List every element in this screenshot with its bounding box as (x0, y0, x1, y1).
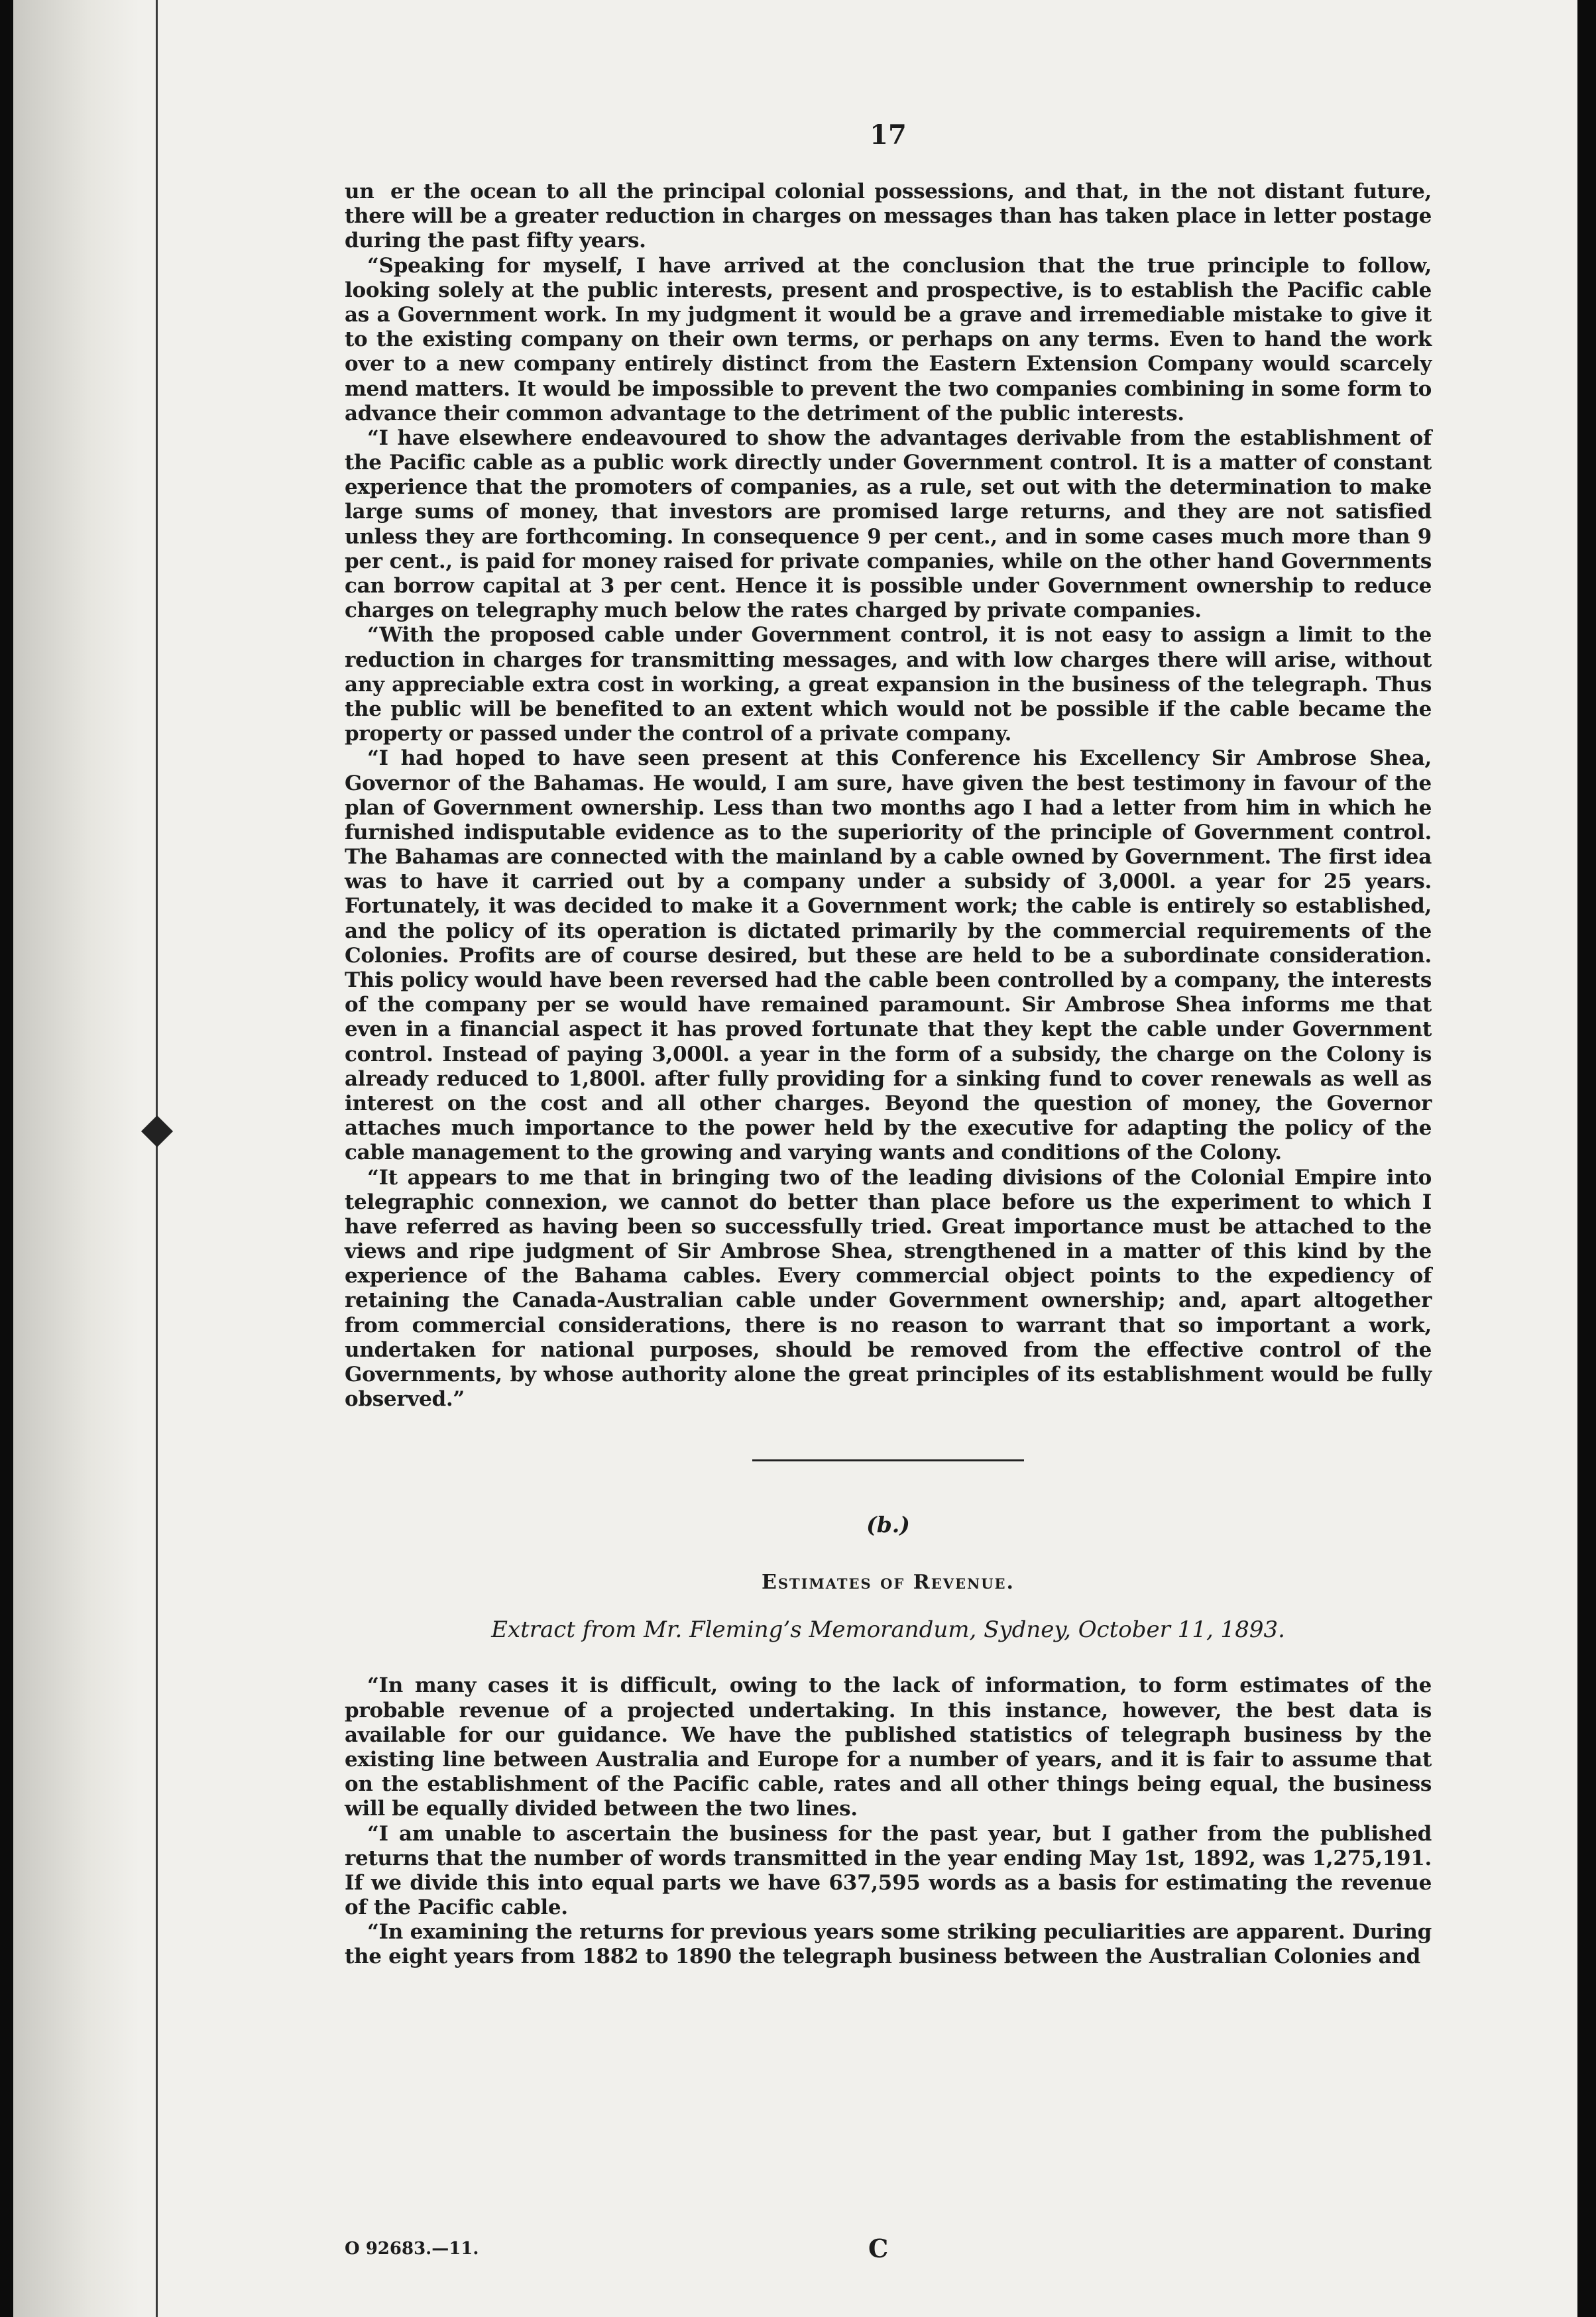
section-letter: (b.) (866, 1512, 910, 1538)
page-content (345, 119, 1432, 1970)
body-paragraph: “I have elsewhere endeavoured to show the advantages derivable from the establishment of the Pacific cable as a public work directly under Government control. It is a matter of constant experience that the promoters of companies, as a rule, set out with the determination to make large sums of money, that investors are promised large returns, and they are not satisfied unless they are forthcoming. In consequence 9 per cent., and in some cases much more than 9 per cent., is paid for money raised for private companies, while on the other hand Governments can borrow capital at 3 per cent. Hence it is possible under Government ownership to reduce charges on telegraphy much below the rates charged by private companies. (345, 425, 1432, 623)
body-paragraph: “I am unable to ascertain the business for the past year, but I gather from the published returns that the number of words transmitted in the year ending May 1st, 1892, was 1,275,191. If we divide this into equal parts we have 637,595 words as a basis for estimating the revenue of the Pacific cable. (345, 1821, 1432, 1920)
print-reference: O 92683.—11. (345, 2239, 479, 2259)
body-paragraph: “I had hoped to have seen present at this Conference his Excellency Sir Ambrose Shea, Governor of the Bahamas. He would, I am sure, have given the best testimony in favour of the plan of Government ownership. Less than two months ago I had a letter from him in which he furnished indisputable evidence as to the superiority of the principle of Government control. The Bahamas are connected with the mainland by a cable owned by Government. The first idea was to have it carried out by a company under a subsidy of 3,000l. a year for 25 years. Fortunately, it was decided to make it a Government work; the cable is entirely so established, and the policy of its operation is dictated primarily by the commercial requirements of the Colonies. Profits are of course desired, but these are held to be a subordinate consideration. This policy would have been reversed had the cable been controlled by a company, the interests of the company per se would have remained paramount. Sir Ambrose Shea informs me that even in a financial aspect it has proved fortunate that they kept the cable under Government control. Instead of paying 3,000l. a year in the form of a subsidy, the charge on the Colony is already reduced to 1,800l. after fully providing for a sinking fund to cover renewals as well as interest on the cost and all other charges. Beyond the question of money, the Governor attaches much importance to the power held by the executive for adapting the policy of the cable management to the growing and varying wants and conditions of the Colony. (345, 746, 1432, 1165)
extract-title: Extract from Mr. Fleming’s Memorandum, Sydney, October 11, 1893. (491, 1616, 1285, 1644)
section-heading: Estimates of Revenue. (762, 1571, 1015, 1595)
page-footer (345, 2233, 1432, 2273)
signature-mark: C (868, 2233, 889, 2263)
body-paragraph: “In many cases it is difficult, owing to the lack of information, to form estimates of the probable revenue of a projected undertaking. In this instance, however, the best data is available for our guidance. We have the published statistics of telegraph business by the existing line between Australia and Europe for a number of years, and it is fair to assume that on the establishment of the Pacific cable, rates and all other things being equal, the business will be equally divided between the two lines. (345, 1673, 1432, 1821)
body-paragraph: “It appears to me that in bringing two of the leading divisions of the Colonial Empire into telegraphic connexion, we cannot do better than place before us the experiment to which I have referred as having been so successfully tried. Great importance must be attached to the views and ripe judgment of Sir Ambrose Shea, strengthened in a matter of this kind by the experience of the Bahama cables. Every commercial object points to the expediency of retaining the Canada-Australian cable under Government ownership; and, apart altogether from commercial considerations, there is no reason to warrant that so important a work, undertaken for national purposes, should be removed from the effective control of the Governments, by whose authority alone the great principles of its establishment would be fully observed.” (345, 1165, 1432, 1412)
binding-mark (141, 1115, 173, 1147)
page-fold-line (156, 0, 158, 2317)
body-paragraph: “With the proposed cable under Government control, it is not easy to assign a limit to the reduction in charges for transmitting messages, and with low charges there will arise, without any appreciable extra cost in working, a great expansion in the business of the telegraph. Thus the public will be benefited to an extent which would not be possible if the cable became the property or passed under the control of a private company. (345, 623, 1432, 746)
page-number: 17 (870, 119, 907, 150)
body-paragraph: “In examining the returns for previous years some striking peculiarities are apparent. During the eight years from 1882 to 1890 the telegraph business between the Australian Colonies and (345, 1920, 1432, 1969)
page-gutter-shadow (13, 0, 139, 2317)
body-paragraph: uner the ocean to all the principal colonial possessions, and that, in the not distant future, there will be a greater reduction in charges on messages than has taken place in letter postage during the past fifty years. (345, 180, 1432, 253)
body-paragraph: “Speaking for myself, I have arrived at the conclusion that the true principle to follow, looking solely at the public interests, present and prospective, is to establish the Pacific cable as a Government work. In my judgment it would be a grave and irremediable mistake to give it to the existing company on their own terms, or perhaps on any terms. Even to hand the work over to a new company entirely distinct from the Eastern Extension Company would scarcely mend matters. It would be impossible to prevent the two companies combining in some form to advance their common advantage to the detriment of the public interests. (345, 253, 1432, 425)
section-divider (752, 1459, 1024, 1461)
